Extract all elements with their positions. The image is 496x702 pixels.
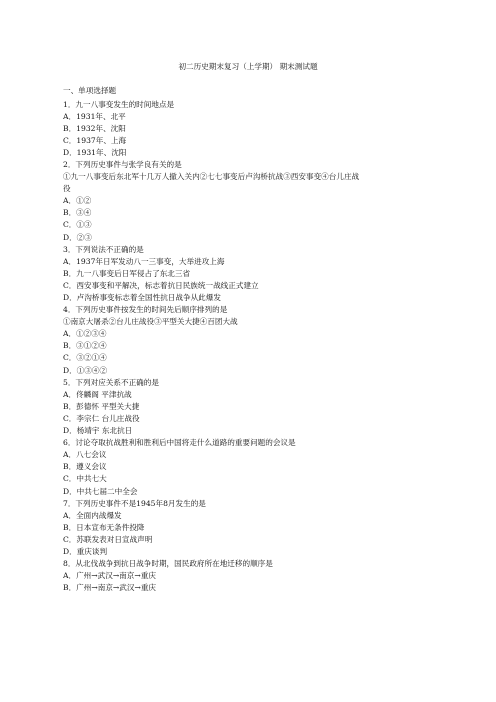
text-line: A．1937年日军发动八一三事变，大举进攻上海: [63, 256, 225, 266]
text-line: B．九一八事变后日军侵占了东北三省: [63, 268, 191, 278]
text-line: D．中共七届二中全会: [63, 486, 138, 496]
text-line: C．1937年、上海: [63, 135, 127, 145]
text-line: B．遵义会议: [63, 462, 107, 472]
text-line: B．彭德怀 平型关大捷: [63, 401, 140, 411]
question-list: [63, 99, 443, 595]
text-line: D．①③④②: [63, 365, 108, 375]
text-line: A．①②: [63, 196, 92, 206]
text-line: 8．从北伐战争到抗日战争时期，国民政府所在地迁移的顺序是: [63, 559, 273, 569]
text-line: B．③①②④: [63, 341, 107, 351]
text-line: A．①②③④: [63, 329, 107, 339]
text-line: B．日本宣布无条件投降: [63, 522, 145, 532]
text-line: C．①③: [63, 220, 92, 230]
text-line: 6．讨论夺取抗战胜利和胜利后中国将走什么道路的重要问题的会议是: [63, 438, 296, 448]
text-line: D．杨靖宇 东北抗日: [63, 426, 133, 436]
text-line: D．1931年、沈阳: [63, 147, 127, 157]
text-line: D．重庆谈判: [63, 546, 108, 556]
text-line: C．李宗仁 台儿庄战役: [63, 413, 140, 423]
text-line: C．中共七大: [63, 474, 107, 484]
text-line: 4．下列历史事件按发生的时间先后顺序排列的是: [63, 305, 228, 315]
text-line: 7．下列历史事件不是1945年8月发生的是: [63, 498, 206, 508]
text-line: A．广州→武汉→南京→重庆: [63, 571, 156, 581]
text-line: A．佟麟阁 平津抗战: [63, 389, 132, 399]
text-line: 5．下列对应关系不正确的是: [63, 377, 159, 387]
text-line: C．③②①④: [63, 353, 107, 363]
text-line: D．卢沟桥事变标志着全国性抗日战争从此爆发: [63, 293, 221, 302]
document-title: 初二历史期末复习（上学期） 期末测试题: [178, 62, 318, 71]
text-line: ①九一八事变后东北军十几万人撤入关内②七七事变后卢沟桥抗战③西安事变④台儿庄战: [63, 172, 360, 182]
text-line: 3．下列说法不正确的是: [63, 244, 144, 254]
text-line: B．广州→南京→武汉→重庆: [63, 583, 157, 593]
text-line: A．1931年、北平: [63, 111, 126, 121]
text-line: D．②③: [63, 232, 92, 242]
text-line: B．1932年、沈阳: [63, 123, 126, 133]
text-line: ①南京大屠杀②台儿庄战役③平型关大捷④百团大战: [63, 317, 238, 327]
text-line: C．苏联发表对日宣战声明: [63, 534, 153, 544]
text-line: B．③④: [63, 208, 92, 218]
section-heading: 一、单项选择题: [63, 86, 117, 95]
text-line: A．八七会议: [63, 450, 107, 460]
text-line: 2．下列历史事件与张学良有关的是: [63, 159, 182, 169]
text-line: A．全面内战爆发: [63, 510, 122, 520]
text-line: 役: [63, 184, 71, 194]
text-line: 1．九一八事变发生的时间地点是: [63, 99, 175, 109]
text-line: C．西安事变和平解决，标志着抗日民族统一战线正式建立: [63, 280, 259, 290]
